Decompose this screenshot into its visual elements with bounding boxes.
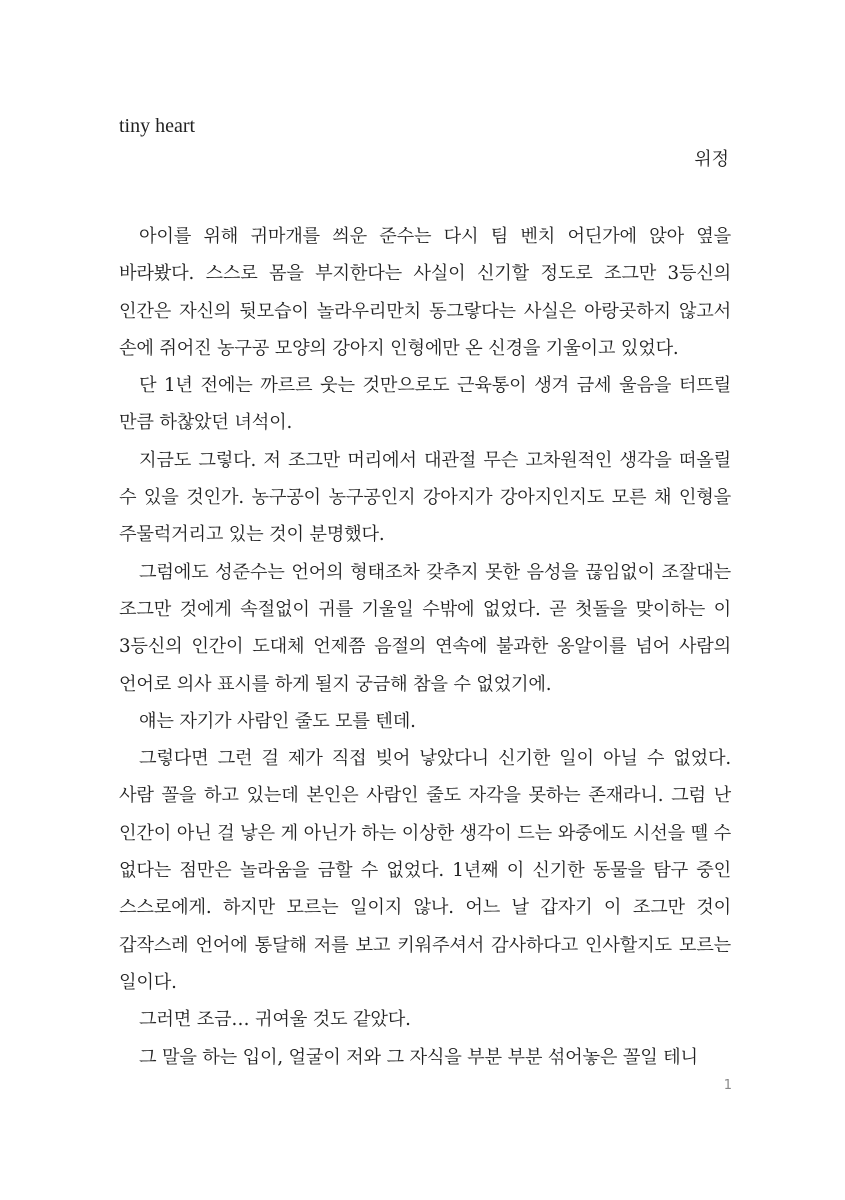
paragraph: 지금도 그렇다. 저 조그만 머리에서 대관절 무슨 고차원적인 생각을 떠올릴 수 있을 것인가. 농구공이 농구공인지 강아지가 강아지인지도 모른 채 인형을 주물럭거리고 있는 것이 분명했다. xyxy=(119,449,731,546)
paragraph: 아이를 위해 귀마개를 씌운 준수는 다시 팀 벤치 어딘가에 앉아 옆을 바라봤다. 스스로 몸을 부지한다는 사실이 신기할 정도로 조그만 3등신의 인간은 자신의 뒷모습이 놀라우리만치 동그랗다는 사실은 아랑곳하지 않고서 손에 쥐어진 농구공 모양의 강아지 인형에만 온 신경을 기울이고 있었다. xyxy=(119,226,731,359)
page-number: 1 xyxy=(723,1078,732,1093)
document-title: tiny heart xyxy=(119,115,196,137)
paragraph: 그 말을 하는 입이, 얼굴이 저와 그 자식을 부분 부분 섞어놓은 꼴일 테니 xyxy=(139,1046,698,1068)
paragraph: 그렇다면 그런 걸 제가 직접 빚어 낳았다니 신기한 일이 아닐 수 없었다. 사람 꼴을 하고 있는데 본인은 사람인 줄도 자각을 못하는 존재라니. 그럼 난 인간이 아닌 걸 낳은 게 아닌가 하는 이상한 생각이 드는 와중에도 시선을 뗄 수 없다는 점만은 놀라움을 금할 수 없었다. 1년째 이 신기한 동물을 탐구 중인 스스로에게. 하지만 모르는 일이지 않나. 어느 날 갑자기 이 조그만 것이 갑작스레 언어에 통달해 저를 보고 키워주셔서 감사하다고 인사할지도 모르는 일이다. xyxy=(119,748,731,993)
story-body xyxy=(119,218,731,1076)
paragraph: 단 1년 전에는 까르르 웃는 것만으로도 근육통이 생겨 금세 울음을 터뜨릴 만큼 하찮았던 녀석이. xyxy=(119,375,731,434)
paragraph: 얘는 자기가 사람인 줄도 모를 텐데. xyxy=(139,710,416,732)
paragraph: 그러면 조금… 귀여울 것도 같았다. xyxy=(139,1009,411,1031)
author-name: 위정 xyxy=(694,149,729,170)
paragraph: 그럼에도 성준수는 언어의 형태조차 갖추지 못한 음성을 끊임없이 조잘대는 조그만 것에게 속절없이 귀를 기울일 수밖에 없었다. 곧 첫돌을 맞이하는 이 3등신의 인간이 도대체 언제쯤 음절의 연속에 불과한 옹알이를 넘어 사람의 언어로 의사 표시를 하게 될지 궁금해 참을 수 없었기에. xyxy=(119,561,731,695)
